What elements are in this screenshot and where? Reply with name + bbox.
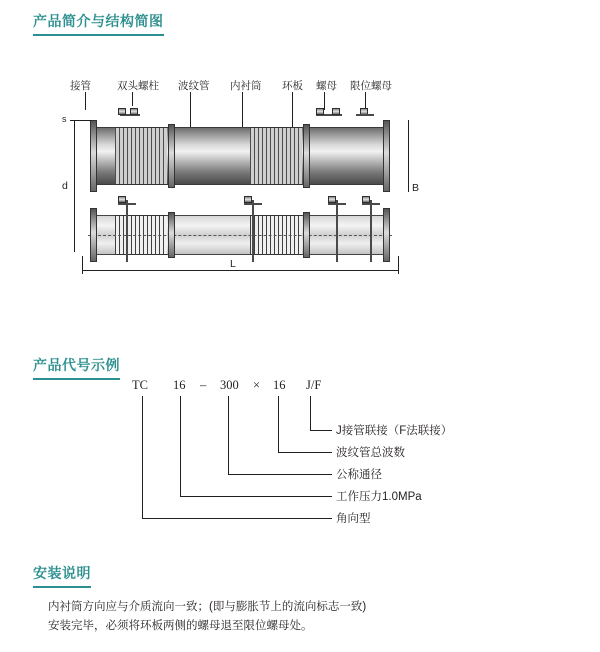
install-note-1: 内衬筒方向应与介质流向一致；(即与膨胀节上的流向标志一致): [48, 601, 367, 613]
code-token-dash: –: [200, 378, 207, 392]
section-heading-structure-text: 产品简介与结构简图: [33, 13, 164, 29]
tie-rod-cross-4: [362, 203, 380, 205]
dim-L-tick-left: [82, 256, 83, 274]
code-token-model: TC: [132, 378, 148, 392]
leader-line-1: [85, 92, 86, 110]
code-leader-v-4: [180, 396, 181, 496]
heading-underline-2: [33, 378, 120, 380]
bellow-left-upper: [115, 127, 167, 185]
leader-line-3: [190, 92, 191, 132]
tie-rod-lower-2: [252, 200, 254, 262]
dimension-label-d: d: [62, 180, 68, 192]
callout-label-5: 环板: [282, 80, 303, 92]
tie-rod-cross-3: [328, 203, 346, 205]
tie-rod-cross-2: [244, 203, 262, 205]
ring-plate-right-upper: [303, 124, 310, 188]
end-flange-right-lower: [383, 208, 390, 262]
callout-label-1: 接管: [70, 80, 91, 92]
section-heading-code-text: 产品代号示例: [33, 357, 120, 373]
callout-label-7: 限位螺母: [350, 80, 392, 92]
code-leader-v-3: [228, 396, 229, 474]
code-leader-h-4: [180, 496, 332, 497]
heading-underline-3: [33, 586, 91, 588]
nut-lower-4: [362, 196, 370, 203]
section-heading-install-text: 安装说明: [33, 565, 91, 581]
code-leader-h-2: [278, 452, 332, 453]
callout-label-4: 内衬筒: [230, 80, 262, 92]
install-notes: [48, 598, 366, 636]
section-heading-code: [33, 355, 120, 380]
bellow-right-upper: [250, 127, 302, 185]
tie-rod-lower-3: [336, 200, 338, 262]
dim-L-line: [82, 270, 398, 271]
product-code-diagram: [120, 378, 540, 538]
end-flange-right-upper: [383, 120, 390, 192]
code-token-times: ×: [253, 378, 261, 392]
nut-upper-right-2: [332, 108, 340, 115]
nut-lower-3: [328, 196, 336, 203]
nut-upper-right-1: [316, 108, 324, 115]
code-token-connection: J/F: [306, 378, 322, 392]
nut-upper-left-1: [118, 108, 126, 115]
nut-lower-1: [118, 196, 126, 203]
dim-B-line: [408, 120, 409, 192]
code-leader-v-5: [142, 396, 143, 518]
code-leader-h-3: [228, 474, 332, 475]
section-heading-structure: [33, 11, 164, 36]
code-desc-diameter: 公称通径: [336, 469, 382, 481]
callout-label-3: 波纹管: [178, 80, 210, 92]
nut-upper-left-2: [130, 108, 138, 115]
leader-line-5: [292, 92, 293, 128]
code-leader-h-5: [142, 518, 332, 519]
code-desc-waves: 波纹管总波数: [336, 447, 405, 459]
centerline-lower: [88, 235, 392, 236]
dim-L-tick-right: [398, 256, 399, 274]
end-flange-left-lower: [90, 208, 97, 262]
end-flange-left-upper: [90, 120, 97, 192]
callout-label-2: 双头螺柱: [117, 80, 159, 92]
tie-rod-lower-4: [370, 200, 372, 262]
code-desc-pressure: 工作压力1.0MPa: [336, 491, 422, 503]
ring-plate-right-lower: [303, 212, 310, 258]
nut-lower-2: [244, 196, 252, 203]
section-heading-install: [33, 563, 91, 588]
code-token-pressure: 16: [173, 378, 186, 392]
code-leader-v-2: [278, 396, 279, 452]
code-token-diameter: 300: [220, 378, 239, 392]
code-desc-type: 角向型: [336, 513, 371, 525]
limit-rod-upper: [356, 114, 374, 116]
ring-plate-left-lower: [168, 212, 175, 258]
heading-underline: [33, 34, 164, 36]
dimension-label-s: s: [62, 114, 67, 124]
structure-drawing: [60, 70, 480, 285]
code-desc-connection: J接管联接（F法联接）: [336, 425, 453, 437]
code-leader-h-1: [310, 430, 332, 431]
code-leader-v-1: [310, 396, 311, 430]
dim-d-line: [74, 120, 75, 252]
install-note-2: 安装完毕，必须将环板两侧的螺母退至限位螺母处。: [48, 620, 313, 632]
dimension-label-L: L: [230, 258, 236, 270]
callout-label-6: 螺母: [316, 80, 337, 92]
dimension-label-B: B: [412, 182, 420, 194]
leader-line-2: [132, 92, 133, 106]
code-token-waves: 16: [273, 378, 286, 392]
tie-rod-lower-1: [126, 200, 128, 262]
ring-plate-left-upper: [168, 124, 175, 188]
tie-rod-cross-1: [118, 203, 136, 205]
leader-line-6: [324, 92, 325, 110]
